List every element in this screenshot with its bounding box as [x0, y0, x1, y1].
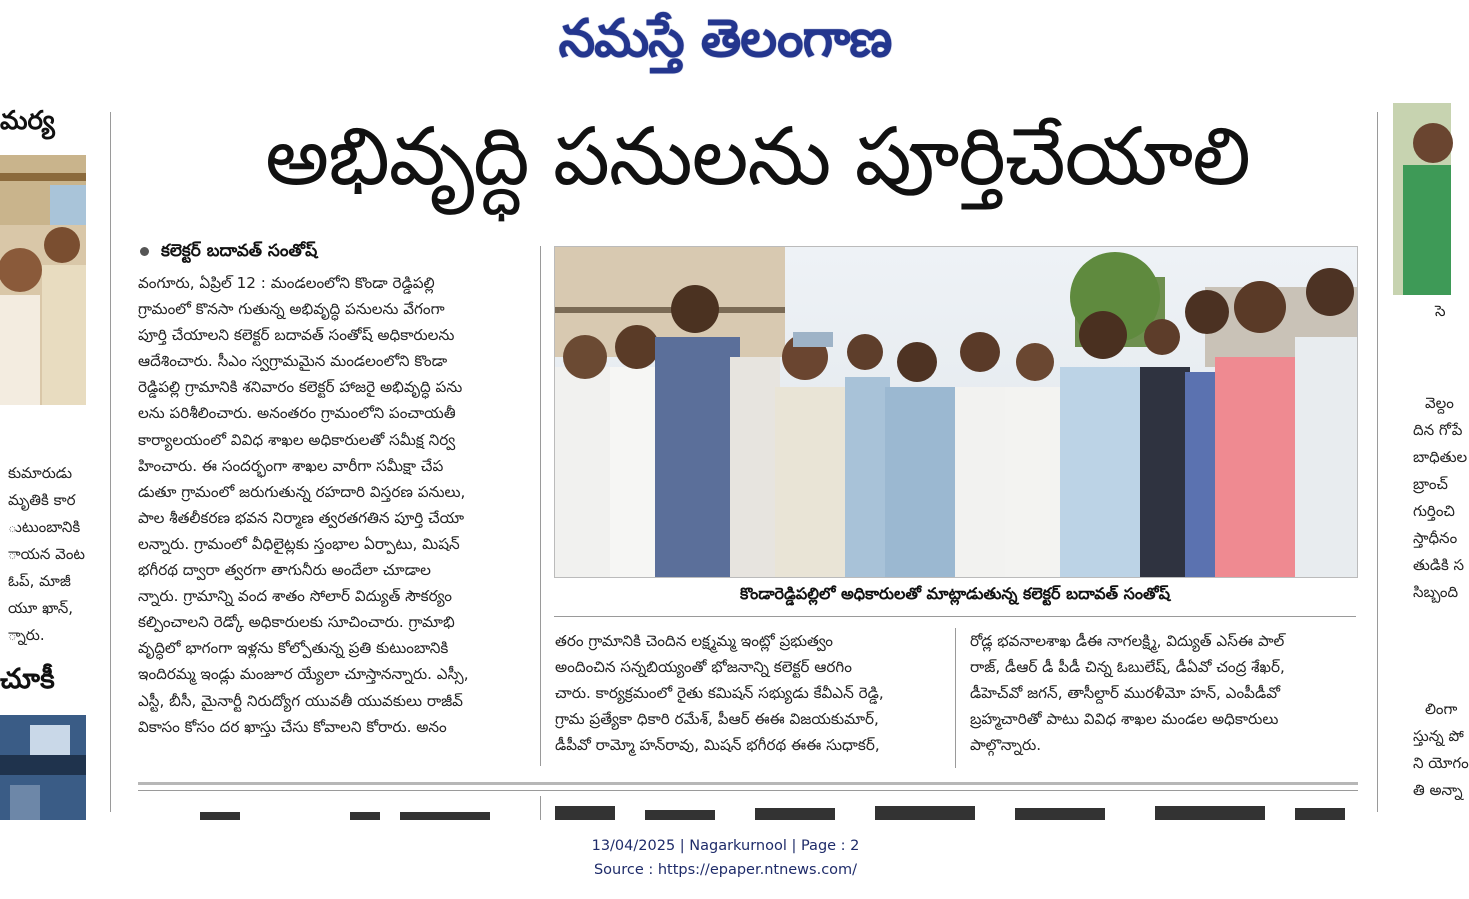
left-neighbor-photo — [0, 155, 86, 405]
col1-line: లన్నారు. గ్రామంలో వీధిలైట్లకు స్తంభాల ఏర్పాటు, మిషన్ — [138, 534, 460, 553]
article-byline — [140, 241, 317, 265]
article-column-3 — [970, 628, 1356, 758]
article-bottom-rule-thin — [138, 790, 1358, 791]
left-neighbor-text: కుమారుడు మృతికి కార ుటుంబానికి ాయన వెంట ఓప్, మాజీ యూ ఖాన్, ్నారు. — [8, 464, 86, 644]
byline-text: కలెక్టర్ బదావత్ సంతోష్ — [161, 241, 318, 261]
col1-line: వృద్ధిలో భాగంగా ఇళ్లను కోల్పోతున్న ప్రతి కుటుంబానికి — [138, 639, 449, 658]
col1-line: లను పరిశీలించారు. అనంతరం గ్రామంలోని పంచాయతీ — [138, 404, 456, 423]
col2-line: గ్రామ ప్రత్యేకా ధికారి రమేశ్, పీఆర్ ఈఈ విజయకుమార్, — [555, 710, 879, 729]
col2-line: అందించిన సన్నబియ్యంతో భోజనాన్ని కలెక్టర్ ఆరగిం — [555, 658, 852, 677]
masthead-logo: నమస్తే తెలంగాణ — [558, 8, 892, 69]
col1-line: కల్పించాలని రెడ్కో అధికారులకు సూచించారు. గ్రామాభి — [138, 613, 455, 632]
col2-line: చారు. కార్యక్రమంలో రైతు కమిషన్ సభ్యుడు కేవీఎన్ రెడ్డి, — [555, 684, 884, 703]
photo-caption: కొండారెడ్డిపల్లిలో అధికారులతో మాట్లాడుతున్న కలెక్టర్ బదావత్ సంతోష్ — [740, 584, 1170, 603]
article-headline: అభివృద్ధి పనులను పూర్తిచేయాలి — [265, 110, 1250, 203]
col1-line: ఆదేశించారు. సీఎం స్వగ్రామమైన మండలంలోని కొండా — [138, 352, 448, 371]
footer-source-link[interactable]: Source : https://epaper.ntnews.com/ — [593, 862, 858, 878]
right-neighbor-text: వెల్దం దిన గోపే బాధితుల బ్రాంచ్ గుర్తించి స్తాధీనం తుడికి స సిబ్బంది — [1413, 394, 1468, 601]
col1-line: ఎస్టీ, బీసీ, మైనార్టీ నిరుద్యోగ యువతీ యువకులు రాజీవ్ — [138, 691, 463, 710]
col1-line: వంగూరు, ఏప్రిల్ 12 : మండలంలోని కొండా రెడ్డిపల్లి — [138, 274, 435, 292]
column-divider-right — [1377, 112, 1378, 812]
right-neighbor-text-2: లింగా స్తున్న పో ని యోగం తి అన్నా — [1413, 700, 1469, 799]
col2-line: తరం గ్రామానికి చెందిన లక్ష్మమ్మ ఇంట్లో ప్రభుత్వం — [555, 632, 834, 650]
col1-line: పాల శీతలీకరణ భవన నిర్మాణ త్వరతగతిన పూర్తి చేయా — [138, 508, 465, 527]
photo-illustration — [555, 247, 1357, 577]
masthead — [0, 0, 1451, 90]
left-neighbor-headline: మర్య — [0, 106, 55, 136]
col1-line: హించారు. ఈ సందర్భంగా శాఖల వారీగా సమీక్షా చేప — [138, 456, 444, 475]
col3-line: రాజ్, డీఆర్ డీ పీడీ చిన్న ఓబులేష్, డీఏవో చంద్ర శేఖర్, — [970, 658, 1285, 677]
next-headline-fragment — [555, 800, 1355, 820]
col1-line: డుతూ గ్రామంలో జరుగుతున్న రహదారి విస్తరణ పనులు, — [138, 482, 466, 501]
left-neighbor-column — [0, 100, 100, 820]
footer-edition-info: 13/04/2025 | Nagarkurnool | Page : 2 — [591, 838, 860, 854]
col1-line: న్నారు. గ్రామాన్ని వంద శాతం సోలార్ విద్యుత్ సౌకర్యం — [138, 587, 452, 606]
article-photo — [554, 246, 1358, 578]
right-neighbor-photo-label: సె — [1435, 302, 1446, 320]
left-neighbor-subhead: చూకీ — [0, 662, 55, 695]
inner-column-divider — [540, 246, 541, 766]
col2-line: డీపీవో రామ్మో హన్‌రావు, మిషన్ భగీరథ ఈఈ సుధాకర్, — [555, 736, 880, 755]
col1-line: కార్యాలయంలో వివిధ శాఖల అధికారులతో సమీక్ష నిర్వ — [138, 430, 456, 449]
left-neighbor-photo-2 — [0, 715, 86, 820]
col1-line: వికాసం కోసం దర ఖాస్తు చేసు కోవాలని కోరారు. అనం — [138, 717, 447, 736]
col1-line: రెడ్డిపల్లి గ్రామానికి శనివారం కలెక్టర్ హాజరై అభివృద్ధి పను — [138, 378, 463, 397]
page-footer — [0, 834, 1451, 882]
next-article-divider — [540, 796, 541, 820]
col1-line: పూర్తి చేయాలని కలెక్టర్ బదావత్ సంతోష్ అధికారులను — [138, 326, 455, 345]
article-column-2 — [555, 628, 940, 758]
col3-line: పాల్గొన్నారు. — [970, 736, 1042, 755]
right-neighbor-photo — [1393, 103, 1451, 295]
column-divider-left — [110, 112, 111, 812]
col1-line: ఇందిరమ్మ ఇండ్లు మంజూర య్యేలా చూస్తానన్నారు. ఎస్సీ, — [138, 665, 469, 684]
right-neighbor-column — [1385, 100, 1469, 820]
col1-line: గ్రామంలో కొనసా గుతున్న అభివృద్ధి పనులను వేగంగా — [138, 300, 445, 319]
col3-line: డీహెచ్‌వో జగన్, తాసీల్దార్ మురళీమో హన్, ఎంపీడీవో — [970, 684, 1280, 703]
bullet-icon — [140, 247, 149, 256]
article-column-1 — [138, 270, 525, 740]
caption-rule — [554, 616, 1356, 617]
inner-column-divider-2 — [955, 628, 956, 768]
col1-line: భగీరథ ద్వారా త్వరగా తాగునీరు అందేలా చూడాల — [138, 561, 431, 580]
prev-headline-fragment — [200, 808, 500, 820]
col3-line: రోడ్ల భవనాలశాఖ డీఈ నాగలక్ష్మి, విద్యుత్ ఎస్ఈ పాల్ — [970, 632, 1285, 650]
article-bottom-rule — [138, 782, 1358, 785]
col3-line: బ్రహ్మచారితో పాటు వివిధ శాఖల మండల అధికారులు — [970, 710, 1279, 729]
